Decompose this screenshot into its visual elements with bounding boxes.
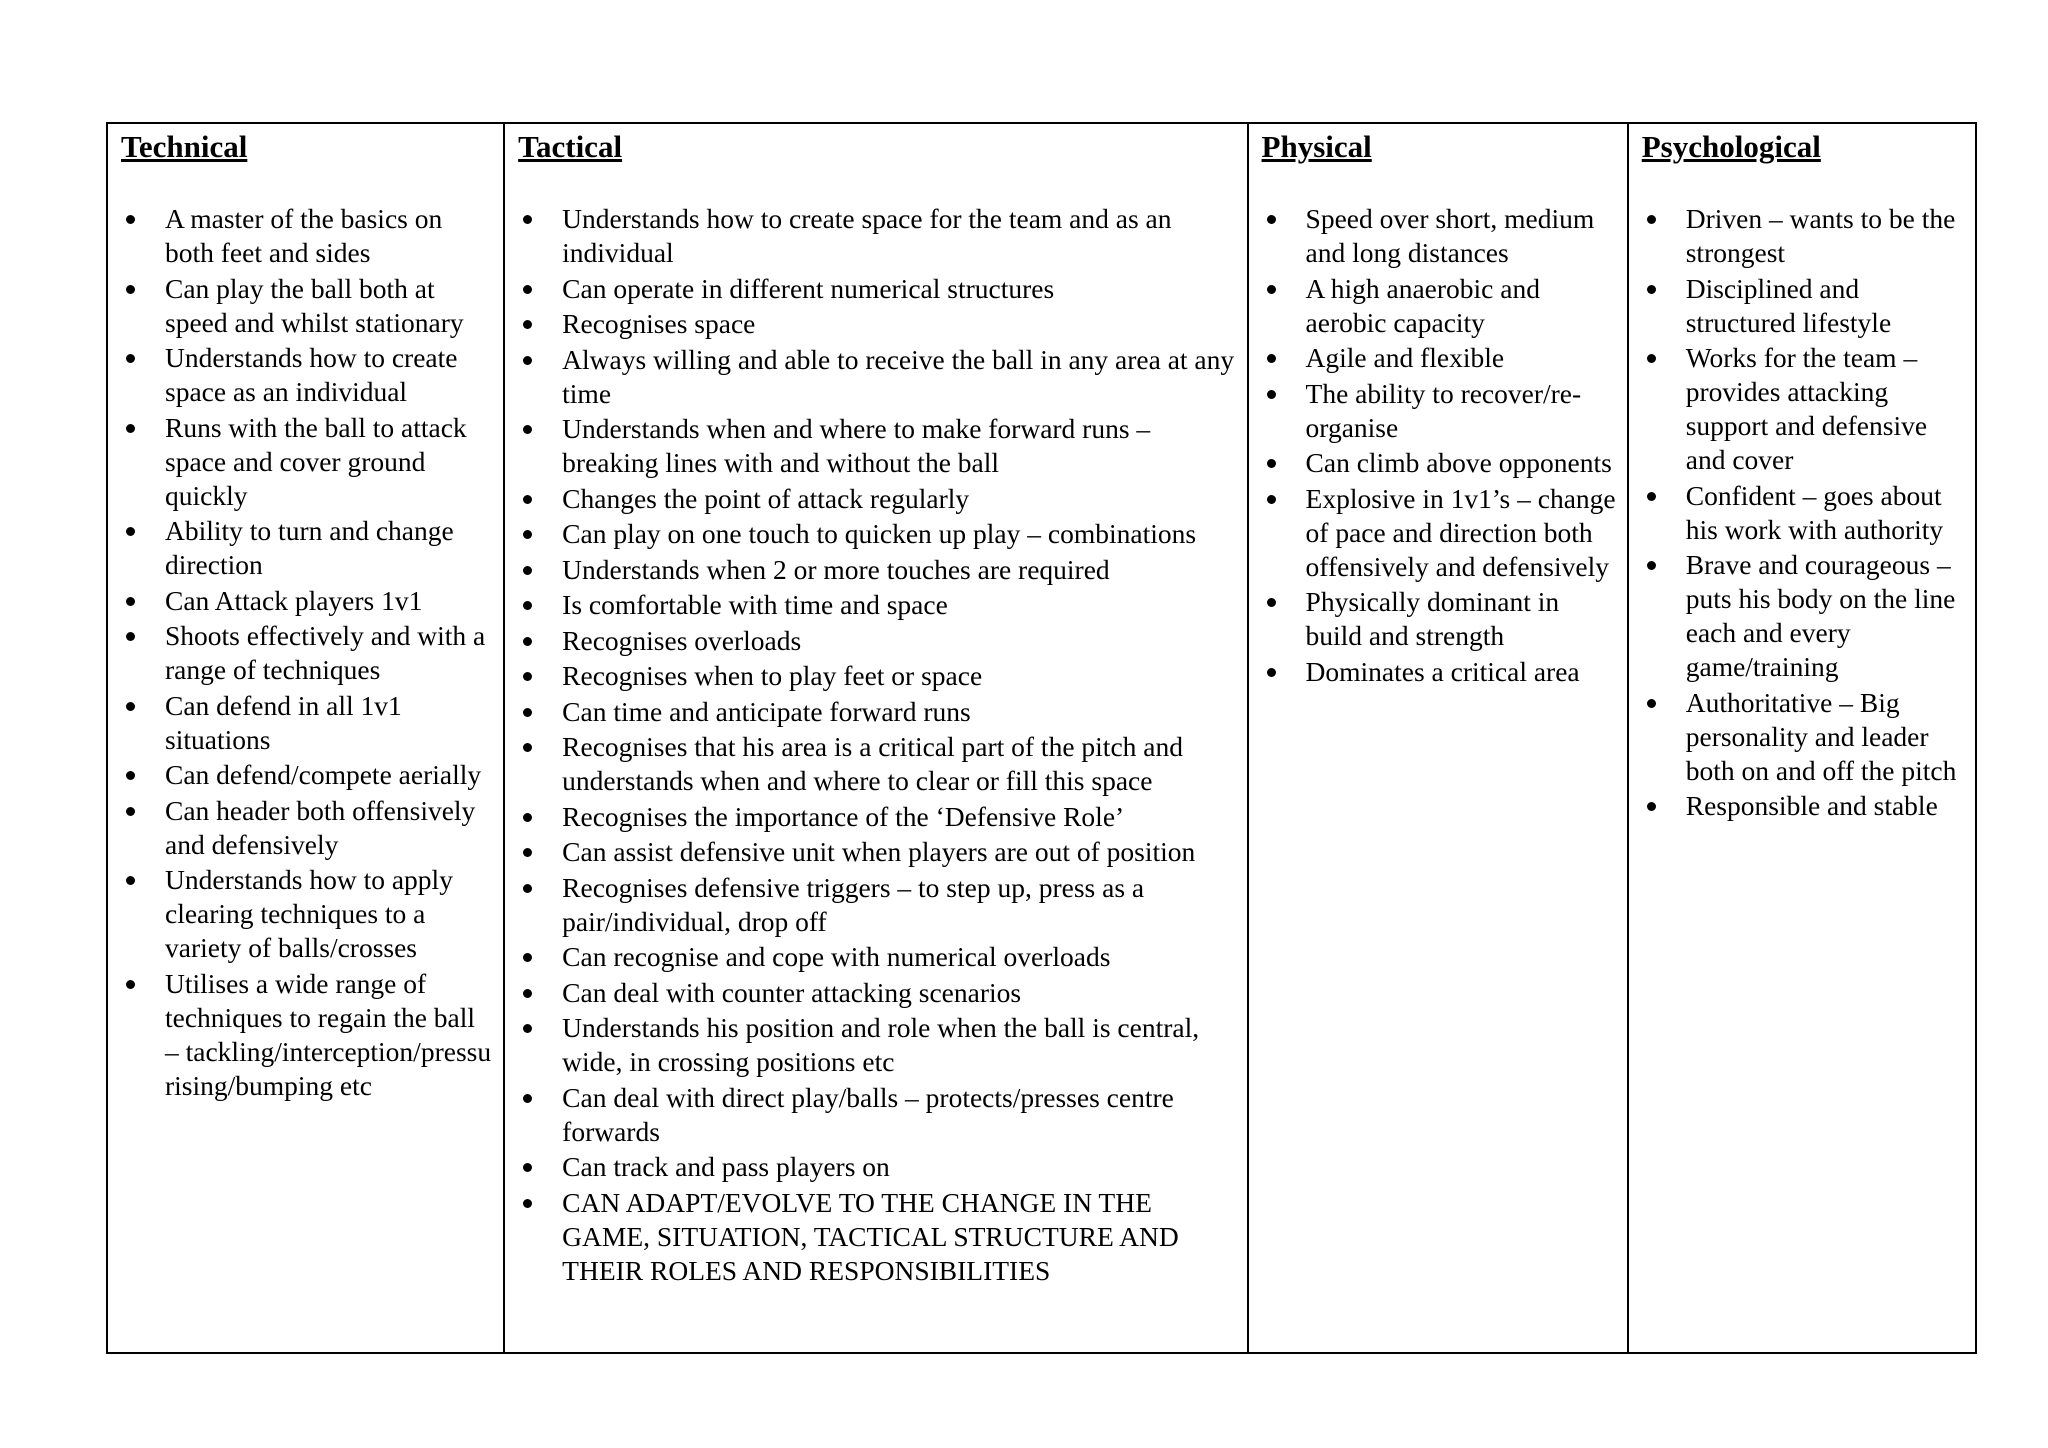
bullet-item: Recognises when to play feet or space xyxy=(518,659,1238,693)
bullet-item: Physically dominant in build and strength xyxy=(1262,585,1619,653)
bullet-item: Brave and courageous – puts his body on the line each and every game/training xyxy=(1642,548,1967,684)
bullet-item: Recognises space xyxy=(518,307,1238,341)
bullet-item: Is comfortable with time and space xyxy=(518,588,1238,622)
bullet-item: Can play the ball both at speed and whilst stationary xyxy=(121,272,495,340)
bullet-item: Ability to turn and change direction xyxy=(121,514,495,582)
bullet-item: Can track and pass players on xyxy=(518,1150,1238,1184)
tactical-heading: Tactical xyxy=(518,129,623,164)
bullet-item: Changes the point of attack regularly xyxy=(518,482,1238,516)
bullet-item: Can header both offensively and defensively xyxy=(121,794,495,862)
technical-list xyxy=(121,202,495,1103)
bullet-item: Runs with the ball to attack space and cover ground quickly xyxy=(121,411,495,513)
bullet-item: Can climb above opponents xyxy=(1262,446,1619,480)
bullet-item: Understands how to apply clearing techniques to a variety of balls/crosses xyxy=(121,863,495,965)
bullet-item: Can play on one touch to quicken up play – combinations xyxy=(518,517,1238,551)
bullet-item: Can Attack players 1v1 xyxy=(121,584,495,618)
bullet-item: The ability to recover/re-organise xyxy=(1262,377,1619,445)
tactical-column xyxy=(505,124,1248,1352)
bullet-item: Can recognise and cope with numerical overloads xyxy=(518,940,1238,974)
attributes-table xyxy=(106,122,1977,1354)
physical-list xyxy=(1262,202,1619,689)
physical-heading: Physical xyxy=(1261,129,1372,164)
bullet-item: Always willing and able to receive the ball in any area at any time xyxy=(518,343,1238,411)
bullet-item: Can assist defensive unit when players are out of position xyxy=(518,835,1238,869)
bullet-item: Confident – goes about his work with authority xyxy=(1642,479,1967,547)
bullet-item: Utilises a wide range of techniques to regain the ball – tackling/interception/pressu rising/bumping etc xyxy=(121,967,495,1103)
bullet-item: Can deal with counter attacking scenarios xyxy=(518,976,1238,1010)
bullet-item: CAN ADAPT/EVOLVE TO THE CHANGE IN THE GAME, SITUATION, TACTICAL STRUCTURE AND THEIR ROLES AND RESPONSIBILITIES xyxy=(518,1186,1238,1288)
bullet-item: Can time and anticipate forward runs xyxy=(518,695,1238,729)
physical-column xyxy=(1249,124,1629,1352)
bullet-item: Explosive in 1v1’s – change of pace and direction both offensively and defensively xyxy=(1262,482,1619,584)
bullet-item: Disciplined and structured lifestyle xyxy=(1642,272,1967,340)
bullet-item: A high anaerobic and aerobic capacity xyxy=(1262,272,1619,340)
bullet-item: Speed over short, medium and long distances xyxy=(1262,202,1619,270)
psychological-heading: Psychological xyxy=(1641,129,1821,164)
bullet-item: Responsible and stable xyxy=(1642,789,1967,823)
bullet-item: Recognises overloads xyxy=(518,624,1238,658)
bullet-item: Understands how to create space as an individual xyxy=(121,341,495,409)
bullet-item: Driven – wants to be the strongest xyxy=(1642,202,1967,270)
bullet-item: Understands his position and role when the ball is central, wide, in crossing positions etc xyxy=(518,1011,1238,1079)
bullet-item: Can deal with direct play/balls – protects/presses centre forwards xyxy=(518,1081,1238,1149)
bullet-item: Recognises that his area is a critical part of the pitch and understands when and where to clear or fill this space xyxy=(518,730,1238,798)
bullet-item: Understands when and where to make forward runs – breaking lines with and without the ball xyxy=(518,412,1238,480)
technical-column xyxy=(108,124,505,1352)
bullet-item: Can defend/compete aerially xyxy=(121,758,495,792)
bullet-item: Dominates a critical area xyxy=(1262,655,1619,689)
psychological-column xyxy=(1629,124,1975,1352)
technical-heading: Technical xyxy=(121,129,248,164)
bullet-item: Can operate in different numerical structures xyxy=(518,272,1238,306)
bullet-item: Understands when 2 or more touches are required xyxy=(518,553,1238,587)
bullet-item: Authoritative – Big personality and leader both on and off the pitch xyxy=(1642,686,1967,788)
tactical-list xyxy=(518,202,1238,1288)
bullet-item: Recognises the importance of the ‘Defensive Role’ xyxy=(518,800,1238,834)
bullet-item: Shoots effectively and with a range of techniques xyxy=(121,619,495,687)
bullet-item: Agile and flexible xyxy=(1262,341,1619,375)
bullet-item: Recognises defensive triggers – to step up, press as a pair/individual, drop off xyxy=(518,871,1238,939)
bullet-item: Can defend in all 1v1 situations xyxy=(121,689,495,757)
bullet-item: Understands how to create space for the team and as an individual xyxy=(518,202,1238,270)
bullet-item: Works for the team – provides attacking support and defensive and cover xyxy=(1642,341,1967,477)
bullet-item: A master of the basics on both feet and sides xyxy=(121,202,495,270)
psychological-list xyxy=(1642,202,1967,823)
